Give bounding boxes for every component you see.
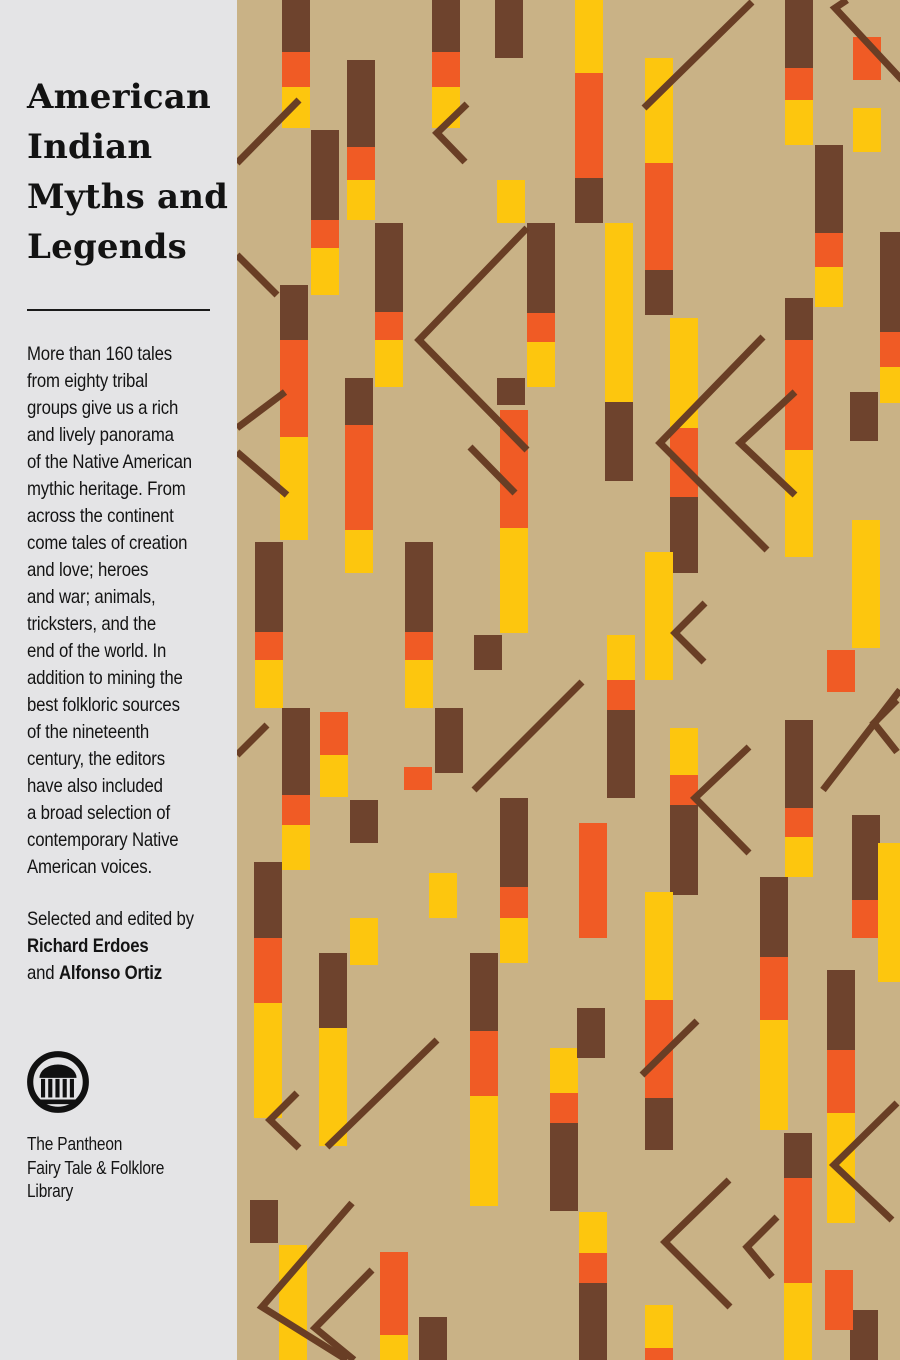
pattern-line: [665, 1180, 730, 1307]
pattern-line: [237, 100, 299, 163]
title-divider: [27, 309, 210, 311]
pattern-line: [270, 1093, 299, 1148]
pattern-line: [874, 700, 897, 752]
credits-conjunction: and: [27, 962, 59, 984]
pattern-line: [474, 682, 582, 790]
editor-name-2: Alfonso Ortiz: [58, 962, 162, 984]
pattern-line: [695, 747, 749, 853]
book-description: More than 160 tales from eighty tribal groups give us a rich and lively panorama of the Native American mythic heritage. From across the continent come tales of creation and love; heroes and war; animals, tricksters, and the end of the world. In addition to mining the best folkloric sources of the nineteenth century, the editors have also included a broad selection of contemporary Native American voices.: [27, 343, 192, 878]
editor-name-1: Richard Erdoes: [27, 935, 149, 957]
pattern-line: [835, 0, 900, 80]
pattern-line: [644, 2, 752, 108]
pattern-line: [747, 1217, 777, 1277]
pattern-line: [237, 392, 285, 428]
credits-intro: Selected and edited by: [27, 908, 194, 930]
pattern-line: [437, 104, 467, 162]
pattern-lines: [237, 0, 900, 1360]
pattern-line: [237, 452, 287, 495]
pattern-line: [660, 337, 767, 550]
pattern-line: [237, 255, 277, 295]
pantheon-temple-logo-icon: [24, 1048, 92, 1116]
pattern-panel: [237, 0, 900, 1360]
editor-credits: [27, 906, 225, 987]
pattern-line: [327, 1040, 437, 1147]
pattern-line: [740, 392, 795, 495]
pattern-line: [834, 1103, 897, 1220]
pattern-line: [675, 603, 705, 662]
pattern-line: [642, 1021, 697, 1075]
pattern-line: [262, 1203, 352, 1360]
pattern-line: [419, 228, 527, 450]
pattern-line: [237, 725, 267, 755]
pattern-line: [470, 447, 515, 493]
imprint-name: The Pantheon Fairy Tale & Folklore Library: [27, 1134, 165, 1201]
left-text-panel: [0, 0, 237, 1360]
book-title: American Indian Myths and Legends: [27, 77, 229, 267]
